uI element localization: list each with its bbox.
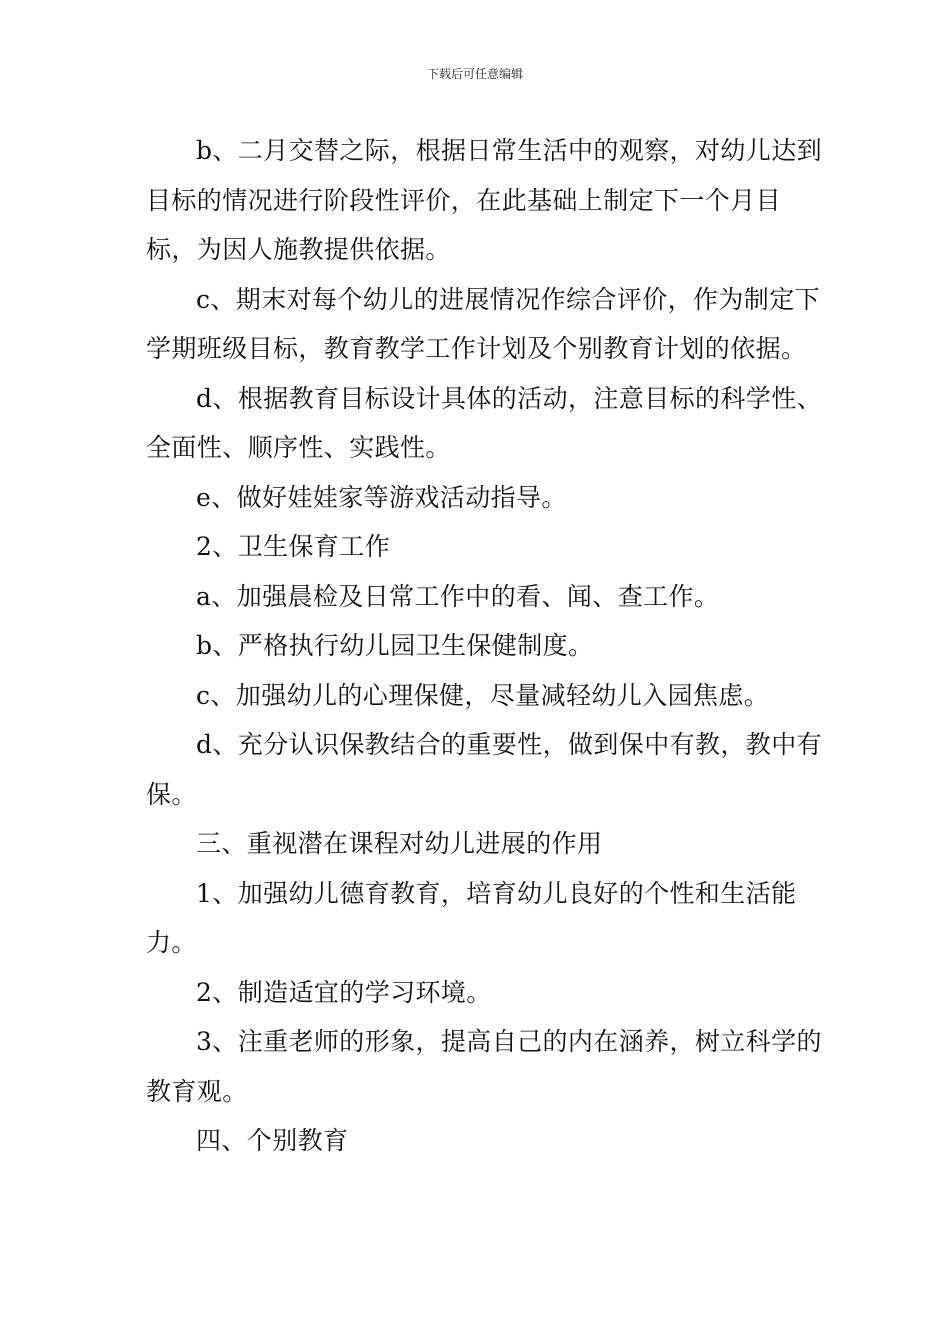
paragraph-evaluation-term-end: c、期末对每个幼儿的进展情况作综合评价，作为制定下学期班级目标，教育教学工作计划及个别教育计划的依据。 — [146, 284, 821, 363]
paragraph-moral-education: 1、加强幼儿德育教育，培育幼儿良好的个性和生活能力。 — [146, 878, 797, 957]
paragraph-activity-design: d、根据教育目标设计具体的活动，注意目标的科学性、全面性、顺序性、实践性。 — [146, 383, 823, 462]
section-heading-hygiene: 2、卫生保育工作 — [196, 532, 391, 561]
paragraph-learning-environment: 2、制造适宜的学习环境。 — [196, 977, 492, 1007]
paragraph-care-education: d、充分认识保教结合的重要性，做到保中有教，教中有保。 — [146, 730, 823, 809]
paragraph-morning-check: a、加强晨检及日常工作中的看、闻、查工作。 — [196, 581, 720, 611]
paragraph-teacher-image: 3、注重老师的形象，提高自己的内在涵养，树立科学的教育观。 — [146, 1027, 822, 1106]
paragraph-mental-health: c、加强幼儿的心理保健，尽量减轻幼儿入园焦虑。 — [196, 680, 770, 710]
document-body — [146, 126, 830, 1166]
paragraph-game-guidance: e、做好娃娃家等游戏活动指导。 — [196, 482, 567, 512]
section-heading-individual-education: 四、个别教育 — [196, 1126, 349, 1155]
paragraph-evaluation-monthly: b、二月交替之际，根据日常生活中的观察，对幼儿达到目标的情况进行阶段性评价，在此基础上制定下一个月目标，为因人施教提供依据。 — [146, 136, 823, 264]
section-heading-latent-curriculum: 三、重视潜在课程对幼儿进展的作用 — [196, 829, 603, 858]
page-header-note: 下载后可任意编辑 — [426, 67, 523, 81]
paragraph-health-rules: b、严格执行幼儿园卫生保健制度。 — [196, 631, 594, 660]
